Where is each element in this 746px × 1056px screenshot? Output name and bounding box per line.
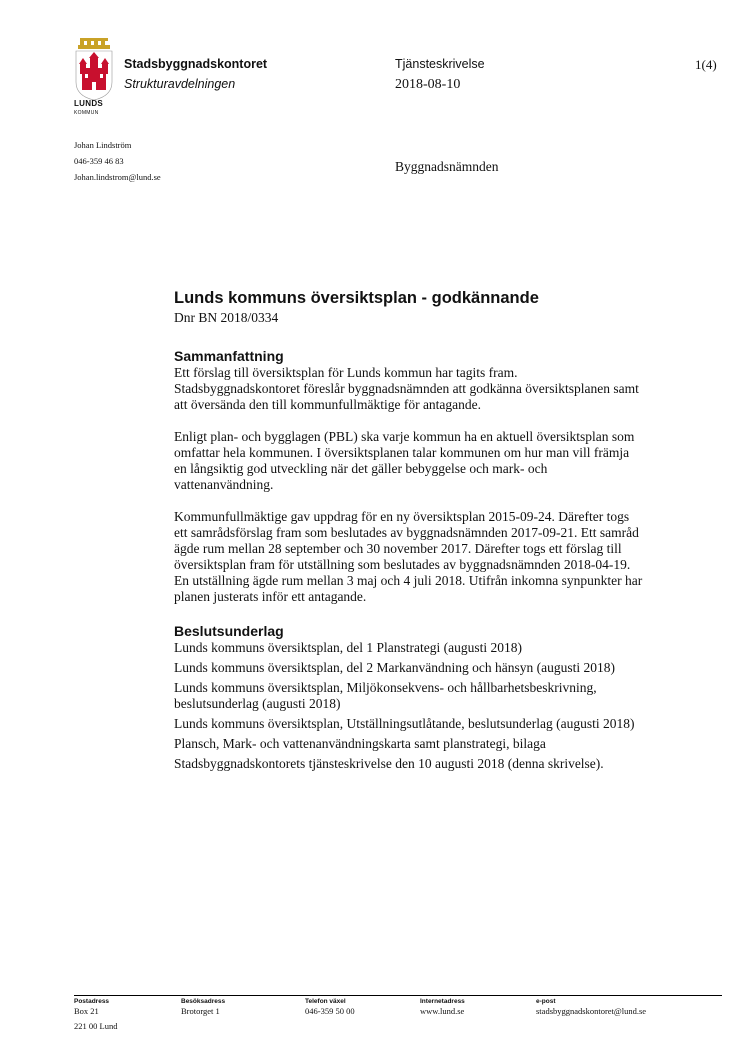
footer-phone <box>305 998 355 1016</box>
footer-web <box>420 998 465 1016</box>
footer-phone-value: 046-359 50 00 <box>305 1006 355 1016</box>
contact-block <box>74 137 161 185</box>
summary-heading: Sammanfattning <box>174 348 284 364</box>
document-body <box>174 288 644 776</box>
basis-item: Plansch, Mark- och vattenanvändningskarta samt planstrategi, bilaga <box>174 736 546 751</box>
footer-web-label: Internetadress <box>420 998 465 1005</box>
basis-item: Lunds kommuns översiktsplan, del 1 Planstrategi (augusti 2018) <box>174 640 522 655</box>
logo-subtext: KOMMUN <box>74 110 99 116</box>
footer-visit-label: Besöksadress <box>181 998 226 1005</box>
footer-phone-label: Telefon växel <box>305 998 346 1005</box>
footer-web-value[interactable]: www.lund.se <box>420 1006 465 1016</box>
footer-postal <box>74 998 117 1031</box>
doc-type: Tjänsteskrivelse <box>395 57 485 71</box>
basis-item: Lunds kommuns översiktsplan, del 2 Markanvändning och hänsyn (augusti 2018) <box>174 660 615 675</box>
department-name: Strukturavdelningen <box>124 77 236 91</box>
basis-item: Lunds kommuns översiktsplan, Utställningsutlåtande, beslutsunderlag (augusti 2018) <box>174 716 635 731</box>
basis-heading: Beslutsunderlag <box>174 623 284 639</box>
basis-item: Lunds kommuns översiktsplan, Miljökonsekvens- och hållbarhetsbeskrivning, beslutsunderlag (augusti 2018) <box>174 680 597 711</box>
document-title: Lunds kommuns översiktsplan - godkännande <box>174 289 539 307</box>
doc-date: 2018-08-10 <box>395 77 461 92</box>
footer-postal-label: Postadress <box>74 998 110 1005</box>
contact-phone: 046-359 46 83 <box>74 156 124 166</box>
contact-email: Johan.lindstrom@lund.se <box>74 172 161 182</box>
footer-postal-line1: Box 21 <box>74 1006 99 1016</box>
footer-email <box>536 998 646 1016</box>
summary-paragraph: Ett förslag till översiktsplan för Lunds kommun har tagits fram. Stadsbyggnadskontoret föreslår byggnadsnämnden att godkänna översiktsplanen samt att översända den till kommunfullmäktige för antagande. <box>174 365 639 412</box>
footer-visit-value: Brotorget 1 <box>181 1006 220 1016</box>
footer-email-label: e-post <box>536 998 556 1005</box>
footer-divider <box>74 995 722 996</box>
summary-paragraph: Enligt plan- och bygglagen (PBL) ska varje kommun ha en aktuell översiktsplan som omfattar hela kommunen. I översiktsplanen talar kommunen om hur man vill främja en långsiktig god utveckling när det gäller bebyggelse och mark- och vattenanvändning. <box>174 429 635 492</box>
logo-text: LUNDS <box>74 99 104 108</box>
summary-paragraph: Kommunfullmäktige gav uppdrag för en ny översiktsplan 2015-09-24. Därefter togs ett samrådsförslag fram som beslutades av byggnadsnämnden 2017-09-21. Ett samråd ägde rum mellan 28 september och 30 november 2017. Därefter togs ett förslag till översiktsplan fram för utställning som beslutades av byggnadsnämnden 2018-04-19. En utställning ägde rum mellan 3 maj och 4 juli 2018. Utifrån inkomna synpunkter har planen justerats inför ett antagande. <box>174 509 643 604</box>
org-name: Stadsbyggnadskontoret <box>124 57 268 71</box>
page-number: 1(4) <box>695 57 717 72</box>
basis-item: Stadsbyggnadskontorets tjänsteskrivelse den 10 augusti 2018 (denna skrivelse). <box>174 756 604 771</box>
footer-visit <box>181 998 225 1016</box>
contact-name: Johan Lindström <box>74 140 132 150</box>
document-dnr: Dnr BN 2018/0334 <box>174 310 279 325</box>
footer-email-value[interactable]: stadsbyggnadskontoret@lund.se <box>536 1006 647 1016</box>
footer-postal-line2: 221 00 Lund <box>74 1021 118 1031</box>
recipient: Byggnadsnämnden <box>395 159 499 174</box>
